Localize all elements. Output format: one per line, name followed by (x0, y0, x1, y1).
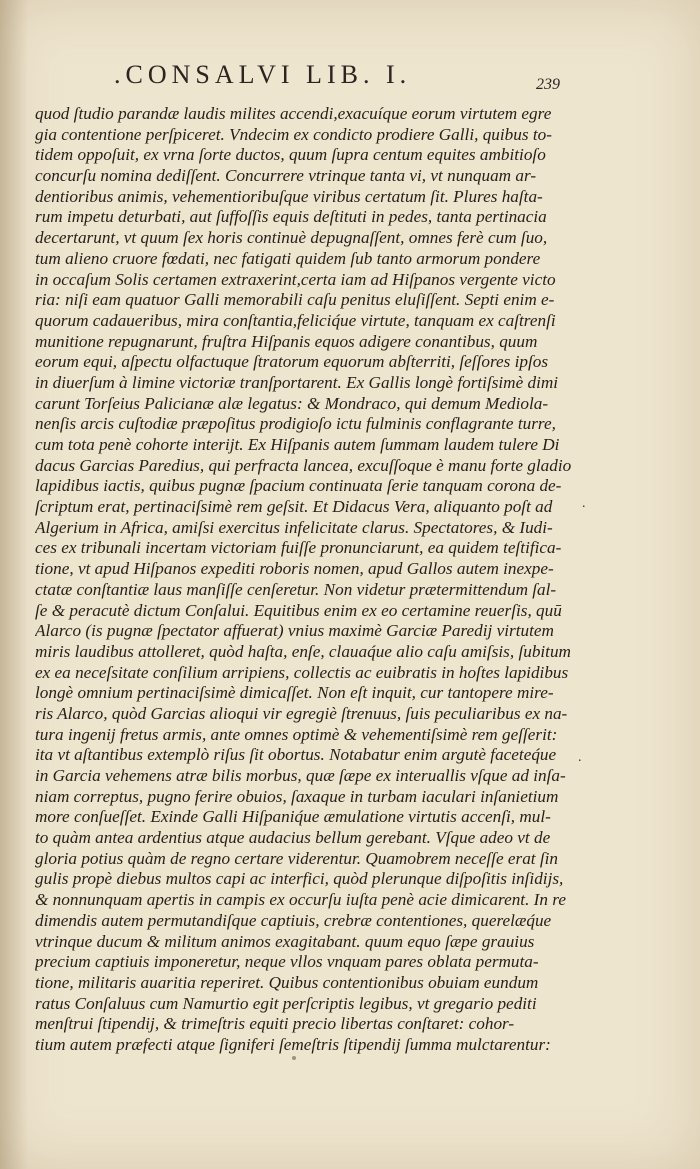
running-title: .CONSALVI LIB. I. (114, 60, 412, 89)
running-head (0, 60, 700, 96)
gutter-shadow (0, 0, 28, 1169)
text-line: cum tota penè cohorte interijt. Ex Hiſpanis autem ſummam laudem tulere Di (35, 435, 560, 454)
text-line: ctatæ conſtantiæ laus manſiſſe cenſeretur. Non videtur prætermittendum ſal- (35, 579, 557, 599)
text-line: nenſis arcis cuſtodiæ præpoſitus prodigioſo ictu fulminis conflagrante turre, (35, 414, 556, 434)
text-line: tidem oppoſuit, ex vrna ſorte ductos, quum ſupra centum equites ambitioſo (35, 145, 546, 165)
text-line: ris Alarco, quòd Garcias alioqui vir egregiè ſtrenuus, ſuis peculiaribus ex na- (35, 703, 568, 723)
text-line: tione, militaris auaritia reperiret. Quibus contentionibus obuiam eundum (35, 972, 539, 992)
text-line: niam correptus, pugno ferire obuios, ſaxaque in turbam iaculari inſanietium (35, 786, 559, 806)
text-line: ratus Conſaluus cum Namurtio egit perſcriptis legibus, vt gregario pediti (35, 993, 537, 1013)
text-line: ita vt aſtantibus extemplò riſus ſit obortus. Notabatur enim argutè faceteq́ue (35, 745, 557, 765)
text-line: menſtrui ſtipendij, & trimeſtris equiti precio libertas conſtaret: cohor- (35, 1014, 515, 1034)
ink-spot (292, 1056, 296, 1060)
text-line: to quàm antea ardentius atque audacius bellum gerebant. Vſque adeo vt de (35, 828, 551, 848)
margin-mark: . (578, 750, 582, 765)
text-line: dimendis autem permutandiſque captiuis, crebræ contentiones, querelæq́ue (35, 910, 552, 930)
text-line: longè omnium pertinaciſsimè dimicaſſet. Non eſt inquit, cur tantopere mire- (35, 683, 554, 703)
text-line: dacus Garcias Paredius, qui perfracta lancea, excuſſoque è manu forte gladio (35, 455, 572, 475)
page-number: 239 (536, 76, 560, 93)
text-line: in diuerſum à limine victoriæ tranſportarent. Ex Gallis longè fortiſsimè dimi (35, 372, 559, 392)
text-line: miris laudibus attolleret, quòd haſta, enſe, clauaq́ue alio caſu amiſsis, ſubitum (35, 641, 571, 661)
text-line: & nonnunquam apertis in campis ex occurſu iuſta penè acie dimicarent. In re (35, 890, 566, 910)
text-line: Algerium in Africa, amiſsi exercitus infelicitate clarus. Spectatores, & Iudi- (35, 517, 553, 537)
text-line: tione, vt apud Hiſpanos expediti roboris nomen, apud Gallos autem inexpe- (35, 559, 554, 579)
text-line: in occaſum Solis certamen extraxerint,certa iam ad Hiſpanos vergente victo (35, 269, 556, 289)
text-line: gia contentione perſpiceret. Vndecim ex condicto prodiere Galli, quibus to- (35, 124, 552, 144)
text-line: tium autem præfecti atque ſigniferi ſemeſtris ſtipendij ſumma mulctarentur: (35, 1034, 551, 1054)
text-line: decertarunt, vt quum ſex horis continuè depugnaſſent, omnes ferè cum ſuo, (35, 228, 548, 248)
margin-mark: . (582, 496, 586, 511)
text-line: quod ſtudio parandæ laudis milites accendi,exacuíque eorum virtutem egre (35, 104, 552, 123)
text-line: dentioribus animis, vehementioribuſque viribus certatum ſit. Plures haſta- (35, 186, 543, 206)
text-line: precium captiuis imponeretur, neque vllos vnquam pares oblata permuta- (35, 952, 539, 972)
text-line: ſcriptum erat, pertinaciſsimè rem geſsit. Et Didacus Vera, aliquanto poſt ad (35, 497, 553, 517)
text-line: Alarco (is pugnæ ſpectator affuerat) vnius maximè Garciæ Paredij virtutem (35, 621, 554, 641)
text-line: lapidibus iactis, quibus pugnæ ſpacium continuata ſerie tanquam corona de- (35, 476, 562, 496)
text-line: ex ea neceſsitate conſilium arripiens, collectis ac euibratis in hoſtes lapidibus (35, 662, 569, 682)
text-line: vtrinque ducum & militum animos exagitabant. quum equo ſæpe grauius (35, 931, 535, 951)
text-line: gloria potius quàm de regno certare viderentur. Quamobrem neceſſe erat ſin (35, 848, 559, 868)
text-line: carunt Torſeius Palicianæ alæ legatus: & Mondraco, qui demum Mediola- (35, 393, 549, 413)
text-line: ces ex tribunali incertam victoriam fuiſſe pronunciarunt, ea quidem teſtifica- (35, 538, 562, 558)
text-line: rum impetu deturbati, aut ſuffoſſis equis deſtituti in pedes, tanta pertinacia (35, 207, 547, 227)
text-line: eorum equi, aſpectu olfactuque ſtratorum equorum abſterriti, ſeſſores ipſos (35, 352, 549, 372)
text-line: quorum cadaueribus, mira conſtantia,feliciq́ue virtute, tanquam ex caſtrenſi (35, 310, 556, 330)
text-line: tura ingenij fretus armis, ante omnes optimè & vehementiſsimè rem geſſerit: (35, 724, 558, 744)
text-line: in Garcia vehemens atræ bilis morbus, quæ ſæpe ex interuallis vſque ad inſa- (35, 766, 566, 785)
text-line: ſe & peracutè dictum Conſalui. Equitibus enim ex eo certamine reuerſis, quū (35, 600, 562, 620)
text-line: concurſu nomina dediſſent. Concurrere vtrinque tanta vi, vt nunquam ar- (35, 166, 537, 186)
text-line: ria: niſi eam quatuor Galli memorabili caſu penitus eluſiſſent. Septi enim e- (35, 290, 555, 310)
text-line: tum alieno cruore fœdati, nec fatigati quidem ſub tanto armorum pondere (35, 248, 541, 268)
text-line: gulis propè diebus multos capi ac interfici, quòd plerunque diſpoſitis inſidijs, (35, 869, 564, 889)
body-text (35, 104, 572, 1056)
text-line: munitione repugnarunt, fruſtra Hiſpanis equos adigere conantibus, quum (35, 331, 538, 351)
text-line: more conſueſſet. Exinde Galli Hiſpaniq́ue æmulatione virtutis accenſi, mul- (35, 807, 551, 827)
